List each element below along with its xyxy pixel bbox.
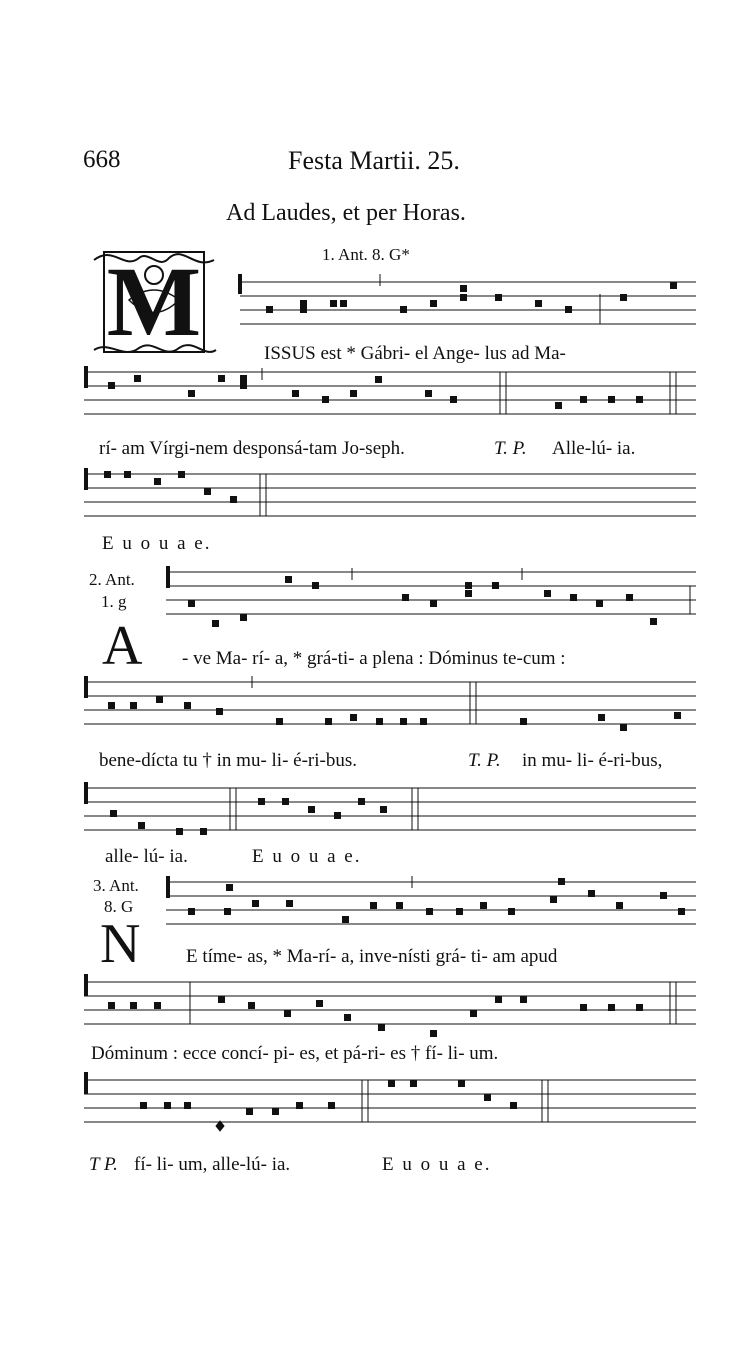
antiphon-2-line-3: alle- lú- ia. bbox=[105, 846, 188, 867]
page-number: 668 bbox=[83, 146, 121, 173]
antiphon-2-tp-mark: T. P. bbox=[468, 750, 501, 771]
antiphon-3-euouae: E u o u a e. bbox=[382, 1154, 492, 1175]
antiphon-3-label-mode: 8. G bbox=[104, 897, 134, 916]
antiphon-1-euouae: E u o u a e. bbox=[102, 533, 212, 554]
section-title: Ad Laudes, et per Horas. bbox=[226, 200, 466, 226]
antiphon-3-line-2: Dóminum : ecce concí- pi- es, et pá-ri- es † fí- li- um. bbox=[91, 1043, 499, 1064]
initial-n: N bbox=[100, 913, 141, 975]
neumes bbox=[266, 282, 677, 313]
antiphon-1-label: 1. Ant. 8. G* bbox=[322, 245, 410, 264]
antiphon-2-label-number: 2. Ant. bbox=[89, 570, 135, 589]
antiphon-3-line-1: E tíme- as, * Ma-rí- a, inve-nísti grá- ti- am apud bbox=[186, 946, 558, 967]
staff-3 bbox=[80, 462, 700, 572]
antiphon-3-tp-mark: T P. bbox=[89, 1154, 118, 1175]
antiphon-1-line-2: rí- am Vírgi-nem desponsá-tam Jo-seph. bbox=[99, 438, 405, 459]
antiphon-2-line-1: - ve Ma- rí- a, * grá-ti- a plena : Dóminus te-cum : bbox=[182, 648, 566, 669]
antiphon-2-label-mode: 1. g bbox=[101, 592, 127, 611]
antiphon-3-line-3: fí- li- um, alle-lú- ia. bbox=[134, 1154, 291, 1175]
initial-a: A bbox=[102, 615, 143, 677]
antiphon-2-line-2: bene-dícta tu † in mu- li- é-ri-bus. bbox=[99, 750, 358, 771]
antiphon-3-label-number: 3. Ant. bbox=[93, 876, 139, 895]
antiphon-2-euouae: E u o u a e. bbox=[252, 846, 362, 867]
antiphon-2-tp-text: in mu- li- é-ri-bus, bbox=[522, 750, 663, 771]
antiphon-1-line-1: ISSUS est * Gábri- el Ange- lus ad Ma- bbox=[264, 343, 566, 364]
svg-text:M: M bbox=[106, 246, 202, 357]
antiphon-1-alleluia: Alle-lú- ia. bbox=[552, 438, 636, 459]
antiphon-1-tp-mark: T. P. bbox=[494, 438, 527, 459]
running-title: Festa Martii. 25. bbox=[288, 146, 460, 175]
